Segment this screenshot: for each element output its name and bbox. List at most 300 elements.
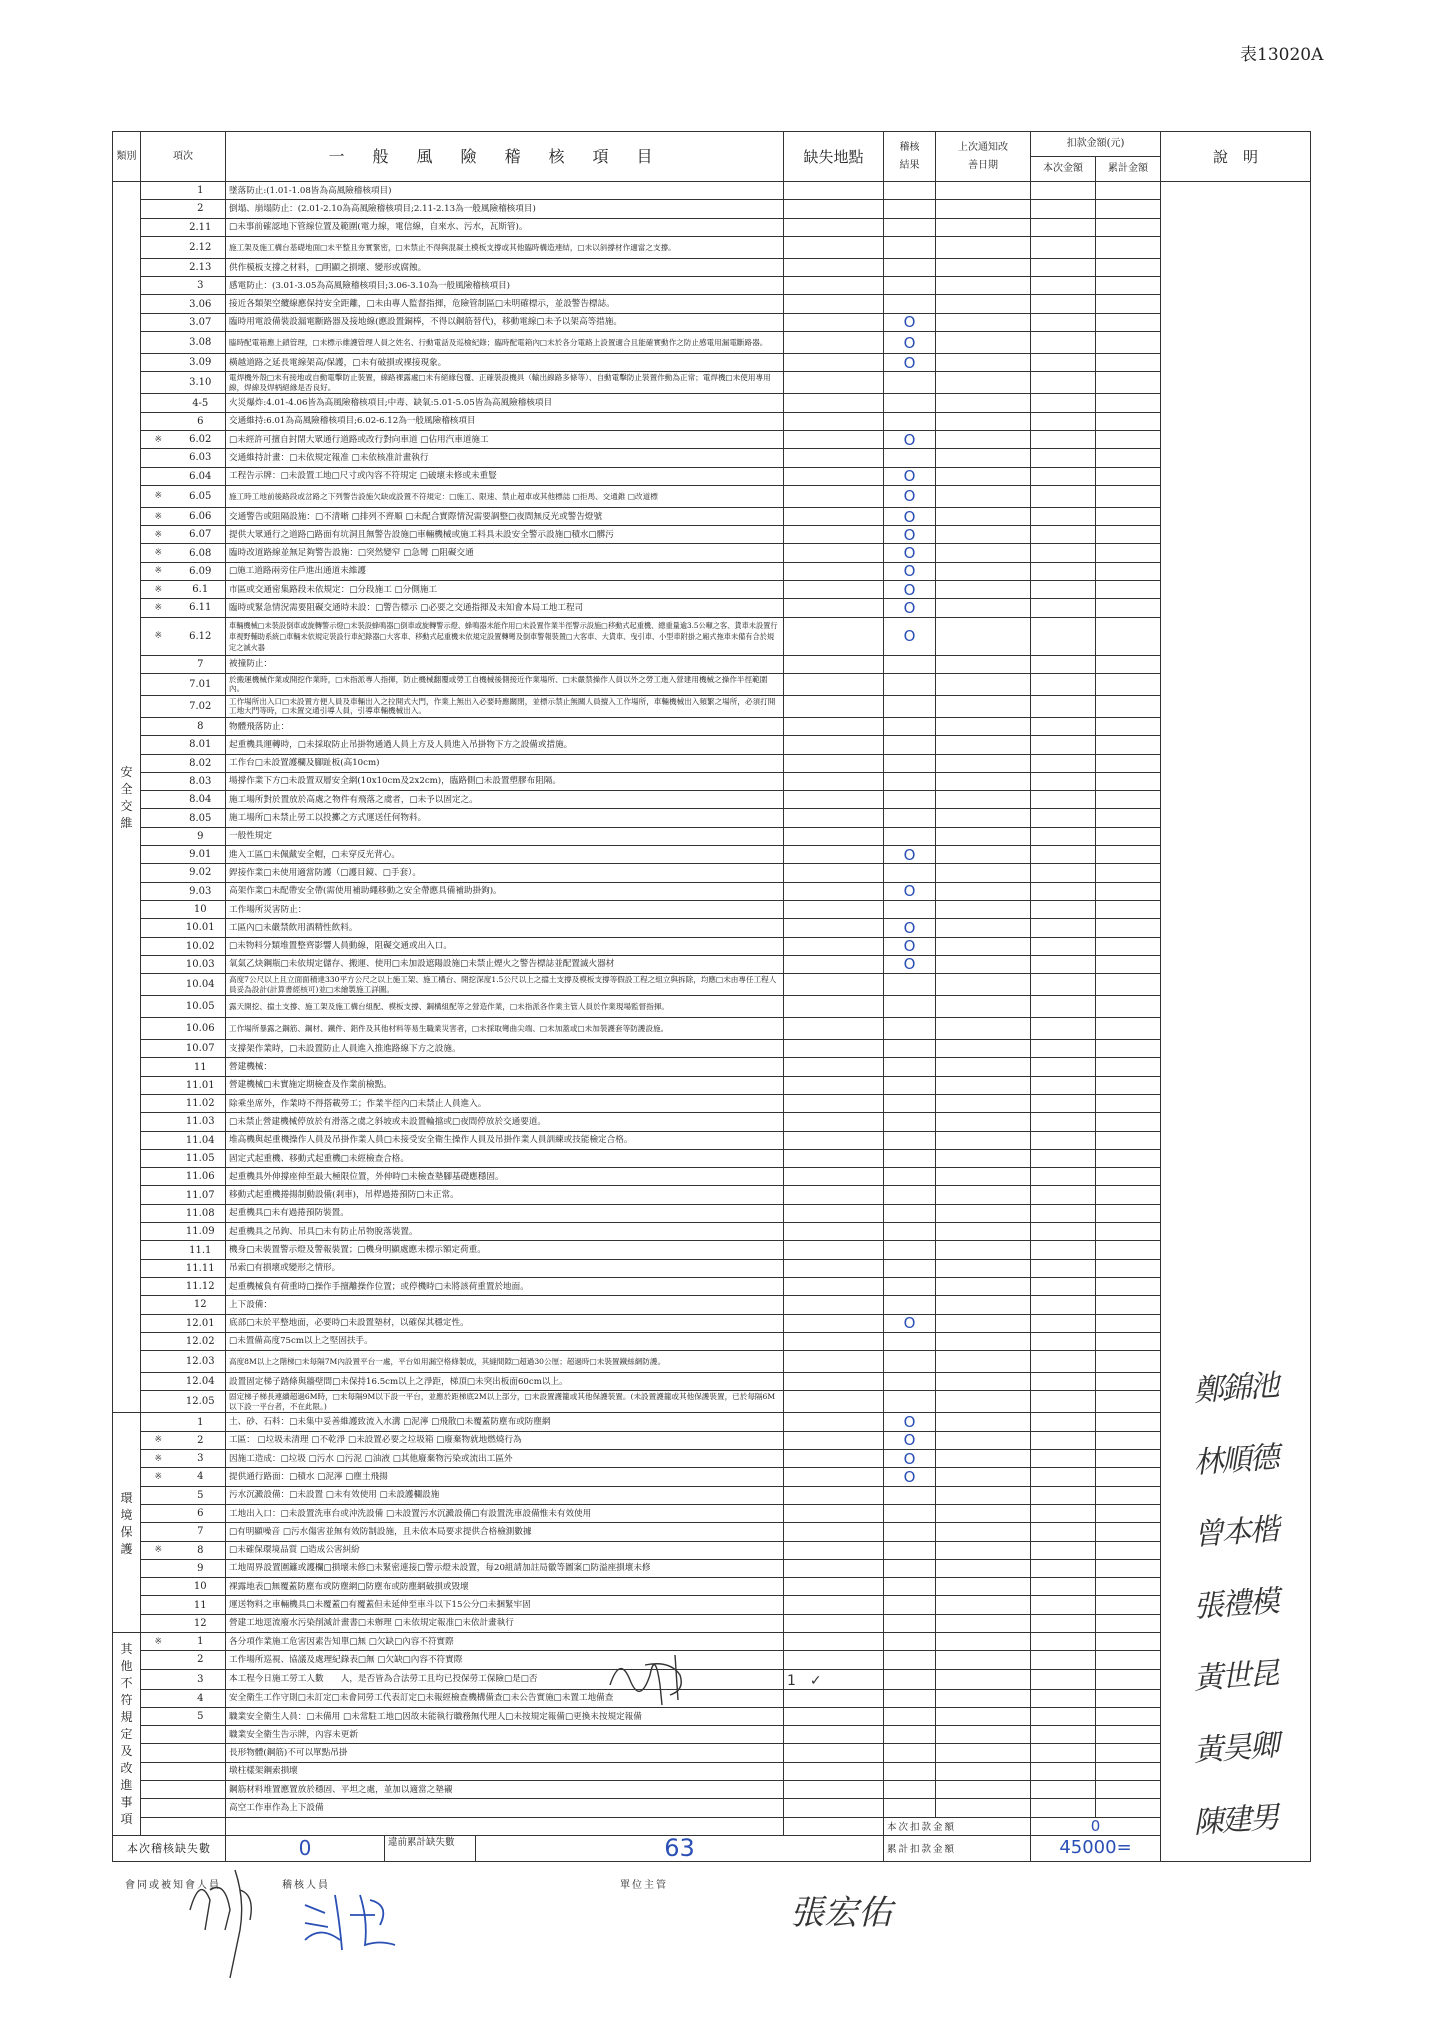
audit-result-cell[interactable]	[884, 772, 936, 790]
total-amount-cell[interactable]	[1096, 1781, 1161, 1799]
defect-location-cell[interactable]	[784, 717, 884, 735]
this-amount-cell[interactable]	[1031, 1781, 1096, 1799]
this-amount-cell[interactable]	[1031, 1149, 1096, 1167]
defect-location-cell[interactable]	[784, 900, 884, 918]
last-notice-date-cell[interactable]	[936, 772, 1031, 790]
last-notice-date-cell[interactable]	[936, 412, 1031, 430]
last-notice-date-cell[interactable]	[936, 1596, 1031, 1614]
this-amount-cell[interactable]	[1031, 1413, 1096, 1431]
this-amount-cell[interactable]	[1031, 1504, 1096, 1522]
audit-result-cell[interactable]	[884, 200, 936, 218]
audit-result-cell[interactable]	[884, 1241, 936, 1259]
last-notice-date-cell[interactable]	[936, 1450, 1031, 1468]
audit-result-cell[interactable]	[884, 1094, 936, 1112]
this-amount-cell[interactable]	[1031, 809, 1096, 827]
last-notice-date-cell[interactable]	[936, 717, 1031, 735]
this-amount-cell[interactable]	[1031, 1373, 1096, 1391]
this-amount-cell[interactable]	[1031, 1541, 1096, 1559]
last-notice-date-cell[interactable]	[936, 1351, 1031, 1373]
this-amount-cell[interactable]	[1031, 354, 1096, 372]
audit-result-cell[interactable]	[884, 1332, 936, 1350]
audit-result-cell[interactable]	[884, 295, 936, 313]
defect-location-cell[interactable]	[784, 791, 884, 809]
last-notice-date-cell[interactable]	[936, 736, 1031, 754]
total-amount-cell[interactable]	[1096, 236, 1161, 258]
audit-result-cell[interactable]: O	[884, 937, 936, 955]
audit-result-cell[interactable]: O	[884, 1413, 936, 1431]
defect-location-cell[interactable]	[784, 1651, 884, 1669]
last-notice-date-cell[interactable]	[936, 1707, 1031, 1725]
this-amount-cell[interactable]	[1031, 1633, 1096, 1651]
defect-location-cell[interactable]	[784, 1450, 884, 1468]
audit-result-cell[interactable]	[884, 1058, 936, 1076]
this-amount-cell[interactable]	[1031, 218, 1096, 236]
this-amount-cell[interactable]	[1031, 562, 1096, 580]
total-amount-cell[interactable]	[1096, 1391, 1161, 1413]
total-amount-cell[interactable]	[1096, 1332, 1161, 1350]
audit-result-cell[interactable]: O	[884, 313, 936, 331]
total-amount-cell[interactable]	[1096, 394, 1161, 412]
this-amount-cell[interactable]	[1031, 372, 1096, 394]
last-notice-date-cell[interactable]	[936, 1168, 1031, 1186]
audit-result-cell[interactable]	[884, 449, 936, 467]
audit-result-cell[interactable]	[884, 1689, 936, 1707]
last-notice-date-cell[interactable]	[936, 1241, 1031, 1259]
this-amount-cell[interactable]	[1031, 277, 1096, 295]
last-notice-date-cell[interactable]	[936, 937, 1031, 955]
audit-result-cell[interactable]	[884, 1799, 936, 1817]
last-notice-date-cell[interactable]	[936, 1094, 1031, 1112]
total-amount-cell[interactable]	[1096, 754, 1161, 772]
defect-location-cell[interactable]	[784, 827, 884, 845]
last-notice-date-cell[interactable]	[936, 394, 1031, 412]
total-amount-cell[interactable]	[1096, 974, 1161, 996]
defect-location-cell[interactable]	[784, 882, 884, 900]
total-amount-cell[interactable]	[1096, 655, 1161, 673]
this-amount-cell[interactable]	[1031, 1332, 1096, 1350]
last-notice-date-cell[interactable]	[936, 182, 1031, 200]
this-amount-cell[interactable]	[1031, 1186, 1096, 1204]
last-notice-date-cell[interactable]	[936, 617, 1031, 655]
total-amount-cell[interactable]	[1096, 1131, 1161, 1149]
defect-location-cell[interactable]	[784, 974, 884, 996]
audit-result-cell[interactable]: O	[884, 467, 936, 485]
audit-result-cell[interactable]	[884, 1781, 936, 1799]
audit-result-cell[interactable]	[884, 1373, 936, 1391]
defect-location-cell[interactable]	[784, 1058, 884, 1076]
audit-result-cell[interactable]	[884, 1651, 936, 1669]
audit-result-cell[interactable]	[884, 1726, 936, 1744]
defect-location-cell[interactable]	[784, 1040, 884, 1058]
defect-location-cell[interactable]	[784, 449, 884, 467]
audit-result-cell[interactable]	[884, 1168, 936, 1186]
this-amount-cell[interactable]	[1031, 1277, 1096, 1295]
total-amount-cell[interactable]	[1096, 295, 1161, 313]
defect-location-cell[interactable]	[784, 1614, 884, 1632]
audit-result-cell[interactable]	[884, 1504, 936, 1522]
audit-result-cell[interactable]	[884, 1204, 936, 1222]
total-amount-cell[interactable]	[1096, 736, 1161, 754]
total-amount-cell[interactable]	[1096, 1168, 1161, 1186]
this-amount-cell[interactable]	[1031, 1168, 1096, 1186]
last-notice-date-cell[interactable]	[936, 882, 1031, 900]
audit-result-cell[interactable]	[884, 236, 936, 258]
last-notice-date-cell[interactable]	[936, 526, 1031, 544]
total-amount-cell[interactable]	[1096, 544, 1161, 562]
last-notice-date-cell[interactable]	[936, 1633, 1031, 1651]
total-amount-cell[interactable]	[1096, 1707, 1161, 1725]
this-amount-cell[interactable]	[1031, 1689, 1096, 1707]
audit-result-cell[interactable]	[884, 1113, 936, 1131]
defect-location-cell[interactable]	[784, 1726, 884, 1744]
last-notice-date-cell[interactable]	[936, 1781, 1031, 1799]
defect-location-cell[interactable]	[784, 1259, 884, 1277]
last-notice-date-cell[interactable]	[936, 864, 1031, 882]
audit-result-cell[interactable]	[884, 1296, 936, 1314]
defect-location-cell[interactable]	[784, 1223, 884, 1241]
audit-result-cell[interactable]	[884, 1614, 936, 1632]
this-amount-cell[interactable]	[1031, 1468, 1096, 1486]
total-amount-cell[interactable]	[1096, 200, 1161, 218]
audit-result-cell[interactable]	[884, 218, 936, 236]
audit-result-cell[interactable]	[884, 182, 936, 200]
defect-location-cell[interactable]	[784, 1391, 884, 1413]
defect-location-cell[interactable]	[784, 1633, 884, 1651]
this-amount-cell[interactable]	[1031, 996, 1096, 1018]
total-amount-cell[interactable]	[1096, 1076, 1161, 1094]
this-amount-cell[interactable]	[1031, 581, 1096, 599]
defect-location-cell[interactable]	[784, 562, 884, 580]
total-amount-cell[interactable]	[1096, 955, 1161, 973]
last-notice-date-cell[interactable]	[936, 1689, 1031, 1707]
defect-location-cell[interactable]	[784, 354, 884, 372]
last-notice-date-cell[interactable]	[936, 827, 1031, 845]
defect-location-cell[interactable]	[784, 673, 884, 695]
this-amount-cell[interactable]	[1031, 1241, 1096, 1259]
this-amount-cell[interactable]	[1031, 1578, 1096, 1596]
this-amount-cell[interactable]	[1031, 1204, 1096, 1222]
audit-result-cell[interactable]	[884, 1486, 936, 1504]
total-amount-cell[interactable]	[1096, 1351, 1161, 1373]
this-amount-cell[interactable]	[1031, 1799, 1096, 1817]
audit-result-cell[interactable]	[884, 1391, 936, 1413]
defect-location-cell[interactable]	[784, 1149, 884, 1167]
total-amount-cell[interactable]	[1096, 562, 1161, 580]
total-amount-cell[interactable]	[1096, 695, 1161, 717]
this-amount-cell[interactable]	[1031, 1614, 1096, 1632]
total-amount-cell[interactable]	[1096, 1689, 1161, 1707]
total-amount-cell[interactable]	[1096, 507, 1161, 525]
last-notice-date-cell[interactable]	[936, 507, 1031, 525]
this-amount-cell[interactable]	[1031, 182, 1096, 200]
last-notice-date-cell[interactable]	[936, 430, 1031, 448]
defect-location-cell[interactable]	[784, 1018, 884, 1040]
total-amount-cell[interactable]	[1096, 1726, 1161, 1744]
last-notice-date-cell[interactable]	[936, 372, 1031, 394]
this-amount-cell[interactable]	[1031, 1296, 1096, 1314]
total-amount-cell[interactable]	[1096, 717, 1161, 735]
defect-location-cell[interactable]	[784, 1351, 884, 1373]
defect-location-cell[interactable]	[784, 846, 884, 864]
total-amount-cell[interactable]	[1096, 882, 1161, 900]
last-notice-date-cell[interactable]	[936, 544, 1031, 562]
defect-location-cell[interactable]	[784, 772, 884, 790]
audit-result-cell[interactable]: O	[884, 1450, 936, 1468]
total-amount-cell[interactable]	[1096, 1186, 1161, 1204]
last-notice-date-cell[interactable]	[936, 655, 1031, 673]
this-amount-cell[interactable]	[1031, 1486, 1096, 1504]
this-amount-cell[interactable]	[1031, 827, 1096, 845]
last-notice-date-cell[interactable]	[936, 1373, 1031, 1391]
this-amount-cell[interactable]	[1031, 467, 1096, 485]
total-amount-cell[interactable]	[1096, 313, 1161, 331]
this-amount-cell[interactable]	[1031, 430, 1096, 448]
defect-location-cell[interactable]	[784, 1314, 884, 1332]
last-notice-date-cell[interactable]	[936, 1762, 1031, 1780]
audit-result-cell[interactable]: O	[884, 354, 936, 372]
defect-location-cell[interactable]	[784, 277, 884, 295]
defect-location-cell[interactable]	[784, 1168, 884, 1186]
total-amount-cell[interactable]	[1096, 673, 1161, 695]
total-amount-cell[interactable]	[1096, 1373, 1161, 1391]
defect-location-cell[interactable]	[784, 1332, 884, 1350]
last-notice-date-cell[interactable]	[936, 295, 1031, 313]
total-amount-cell[interactable]	[1096, 846, 1161, 864]
defect-location-cell[interactable]	[784, 1204, 884, 1222]
defect-location-cell[interactable]	[784, 236, 884, 258]
audit-result-cell[interactable]: O	[884, 1468, 936, 1486]
audit-result-cell[interactable]	[884, 754, 936, 772]
total-amount-cell[interactable]	[1096, 1296, 1161, 1314]
defect-location-cell[interactable]	[784, 937, 884, 955]
defect-location-cell[interactable]	[784, 1559, 884, 1577]
last-notice-date-cell[interactable]	[936, 1669, 1031, 1689]
defect-location-cell[interactable]	[784, 313, 884, 331]
defect-location-cell[interactable]	[784, 1076, 884, 1094]
last-notice-date-cell[interactable]	[936, 1277, 1031, 1295]
audit-result-cell[interactable]: O	[884, 544, 936, 562]
audit-result-cell[interactable]: O	[884, 1431, 936, 1449]
total-amount-cell[interactable]	[1096, 218, 1161, 236]
total-amount-cell[interactable]	[1096, 581, 1161, 599]
last-notice-date-cell[interactable]	[936, 1314, 1031, 1332]
this-amount-cell[interactable]	[1031, 332, 1096, 354]
audit-result-cell[interactable]	[884, 1131, 936, 1149]
last-notice-date-cell[interactable]	[936, 1413, 1031, 1431]
last-notice-date-cell[interactable]	[936, 562, 1031, 580]
defect-location-cell[interactable]	[784, 1541, 884, 1559]
total-amount-cell[interactable]	[1096, 412, 1161, 430]
last-notice-date-cell[interactable]	[936, 1058, 1031, 1076]
this-amount-cell[interactable]	[1031, 1651, 1096, 1669]
last-notice-date-cell[interactable]	[936, 467, 1031, 485]
last-notice-date-cell[interactable]	[936, 791, 1031, 809]
total-amount-cell[interactable]	[1096, 1204, 1161, 1222]
this-amount-cell[interactable]	[1031, 1076, 1096, 1094]
total-amount-cell[interactable]	[1096, 332, 1161, 354]
audit-result-cell[interactable]	[884, 372, 936, 394]
audit-result-cell[interactable]: O	[884, 332, 936, 354]
audit-result-cell[interactable]	[884, 1523, 936, 1541]
defect-location-cell[interactable]	[784, 1241, 884, 1259]
last-notice-date-cell[interactable]	[936, 277, 1031, 295]
last-notice-date-cell[interactable]	[936, 1651, 1031, 1669]
this-amount-cell[interactable]	[1031, 754, 1096, 772]
total-amount-cell[interactable]	[1096, 599, 1161, 617]
this-amount-cell[interactable]	[1031, 526, 1096, 544]
audit-result-cell[interactable]	[884, 1707, 936, 1725]
total-amount-cell[interactable]	[1096, 1504, 1161, 1522]
last-notice-date-cell[interactable]	[936, 1332, 1031, 1350]
defect-location-cell[interactable]	[784, 1596, 884, 1614]
last-notice-date-cell[interactable]	[936, 1113, 1031, 1131]
audit-result-cell[interactable]	[884, 809, 936, 827]
audit-result-cell[interactable]: O	[884, 581, 936, 599]
audit-result-cell[interactable]	[884, 717, 936, 735]
audit-result-cell[interactable]	[884, 1744, 936, 1762]
audit-result-cell[interactable]	[884, 1076, 936, 1094]
this-amount-cell[interactable]	[1031, 412, 1096, 430]
defect-location-cell[interactable]	[784, 1468, 884, 1486]
last-notice-date-cell[interactable]	[936, 1726, 1031, 1744]
this-amount-cell[interactable]	[1031, 673, 1096, 695]
last-notice-date-cell[interactable]	[936, 599, 1031, 617]
defect-location-cell[interactable]	[784, 200, 884, 218]
total-amount-cell[interactable]	[1096, 809, 1161, 827]
defect-location-cell[interactable]	[784, 809, 884, 827]
this-amount-cell[interactable]	[1031, 1707, 1096, 1725]
this-amount-cell[interactable]	[1031, 846, 1096, 864]
this-amount-cell[interactable]	[1031, 449, 1096, 467]
defect-location-cell[interactable]	[784, 467, 884, 485]
last-notice-date-cell[interactable]	[936, 1149, 1031, 1167]
audit-result-cell[interactable]	[884, 900, 936, 918]
this-amount-cell[interactable]	[1031, 937, 1096, 955]
last-notice-date-cell[interactable]	[936, 1799, 1031, 1817]
last-notice-date-cell[interactable]	[936, 354, 1031, 372]
last-notice-date-cell[interactable]	[936, 1468, 1031, 1486]
total-amount-cell[interactable]	[1096, 1596, 1161, 1614]
notes-column[interactable]	[1161, 182, 1311, 1862]
audit-result-cell[interactable]: O	[884, 430, 936, 448]
last-notice-date-cell[interactable]	[936, 1204, 1031, 1222]
this-amount-cell[interactable]	[1031, 736, 1096, 754]
audit-result-cell[interactable]	[884, 1559, 936, 1577]
audit-result-cell[interactable]	[884, 1259, 936, 1277]
total-amount-cell[interactable]	[1096, 430, 1161, 448]
defect-location-cell[interactable]	[784, 864, 884, 882]
defect-location-cell[interactable]	[784, 1817, 884, 1835]
audit-result-cell[interactable]	[884, 673, 936, 695]
last-notice-date-cell[interactable]	[936, 1559, 1031, 1577]
this-amount-cell[interactable]	[1031, 1559, 1096, 1577]
total-amount-cell[interactable]	[1096, 791, 1161, 809]
last-notice-date-cell[interactable]	[936, 449, 1031, 467]
last-notice-date-cell[interactable]	[936, 1018, 1031, 1040]
total-amount-cell[interactable]	[1096, 1259, 1161, 1277]
total-amount-cell[interactable]	[1096, 449, 1161, 467]
this-amount-cell[interactable]	[1031, 1596, 1096, 1614]
last-notice-date-cell[interactable]	[936, 1131, 1031, 1149]
audit-result-cell[interactable]	[884, 695, 936, 717]
last-notice-date-cell[interactable]	[936, 1076, 1031, 1094]
last-notice-date-cell[interactable]	[936, 313, 1031, 331]
this-amount-cell[interactable]	[1031, 1113, 1096, 1131]
last-notice-date-cell[interactable]	[936, 900, 1031, 918]
last-notice-date-cell[interactable]	[936, 581, 1031, 599]
this-amount-cell[interactable]	[1031, 955, 1096, 973]
last-notice-date-cell[interactable]	[936, 1040, 1031, 1058]
last-notice-date-cell[interactable]	[936, 1486, 1031, 1504]
total-amount-cell[interactable]	[1096, 919, 1161, 937]
last-notice-date-cell[interactable]	[936, 996, 1031, 1018]
this-amount-cell[interactable]	[1031, 200, 1096, 218]
defect-location-cell[interactable]	[784, 1373, 884, 1391]
total-amount-cell[interactable]	[1096, 1578, 1161, 1596]
total-amount-cell[interactable]	[1096, 1799, 1161, 1817]
defect-location-cell[interactable]	[784, 955, 884, 973]
defect-location-cell[interactable]	[784, 544, 884, 562]
last-notice-date-cell[interactable]	[936, 955, 1031, 973]
defect-location-cell[interactable]	[784, 1113, 884, 1131]
audit-result-cell[interactable]	[884, 1541, 936, 1559]
defect-location-cell[interactable]	[784, 332, 884, 354]
audit-result-cell[interactable]	[884, 1669, 936, 1689]
defect-location-cell[interactable]	[784, 1669, 884, 1689]
audit-result-cell[interactable]: O	[884, 882, 936, 900]
last-notice-date-cell[interactable]	[936, 1223, 1031, 1241]
audit-result-cell[interactable]	[884, 1223, 936, 1241]
defect-location-cell[interactable]	[784, 372, 884, 394]
total-amount-cell[interactable]	[1096, 1559, 1161, 1577]
defect-location-cell[interactable]	[784, 1277, 884, 1295]
total-amount-cell[interactable]	[1096, 467, 1161, 485]
this-amount-cell[interactable]	[1031, 1259, 1096, 1277]
defect-location-cell[interactable]	[784, 736, 884, 754]
total-amount-cell[interactable]	[1096, 1058, 1161, 1076]
defect-location-cell[interactable]	[784, 599, 884, 617]
total-amount-cell[interactable]	[1096, 864, 1161, 882]
total-amount-cell[interactable]	[1096, 772, 1161, 790]
this-amount-cell[interactable]	[1031, 974, 1096, 996]
defect-location-cell[interactable]	[784, 218, 884, 236]
this-amount-cell[interactable]	[1031, 1131, 1096, 1149]
defect-location-cell[interactable]	[784, 1413, 884, 1431]
this-amount-cell[interactable]	[1031, 599, 1096, 617]
this-amount-cell[interactable]	[1031, 791, 1096, 809]
defect-location-cell[interactable]	[784, 182, 884, 200]
this-amount-cell[interactable]	[1031, 544, 1096, 562]
audit-result-cell[interactable]	[884, 974, 936, 996]
this-amount-cell[interactable]	[1031, 1744, 1096, 1762]
last-notice-date-cell[interactable]	[936, 1541, 1031, 1559]
this-amount-cell[interactable]	[1031, 236, 1096, 258]
last-notice-date-cell[interactable]	[936, 236, 1031, 258]
last-notice-date-cell[interactable]	[936, 754, 1031, 772]
this-amount-cell[interactable]	[1031, 717, 1096, 735]
total-amount-cell[interactable]	[1096, 1277, 1161, 1295]
total-amount-cell[interactable]	[1096, 1431, 1161, 1449]
audit-result-cell[interactable]	[884, 827, 936, 845]
last-notice-date-cell[interactable]	[936, 673, 1031, 695]
total-amount-cell[interactable]	[1096, 1669, 1161, 1689]
audit-result-cell[interactable]	[884, 258, 936, 276]
audit-result-cell[interactable]: O	[884, 617, 936, 655]
total-amount-cell[interactable]	[1096, 182, 1161, 200]
audit-result-cell[interactable]	[884, 996, 936, 1018]
total-amount-cell[interactable]	[1096, 1523, 1161, 1541]
audit-result-cell[interactable]	[884, 791, 936, 809]
